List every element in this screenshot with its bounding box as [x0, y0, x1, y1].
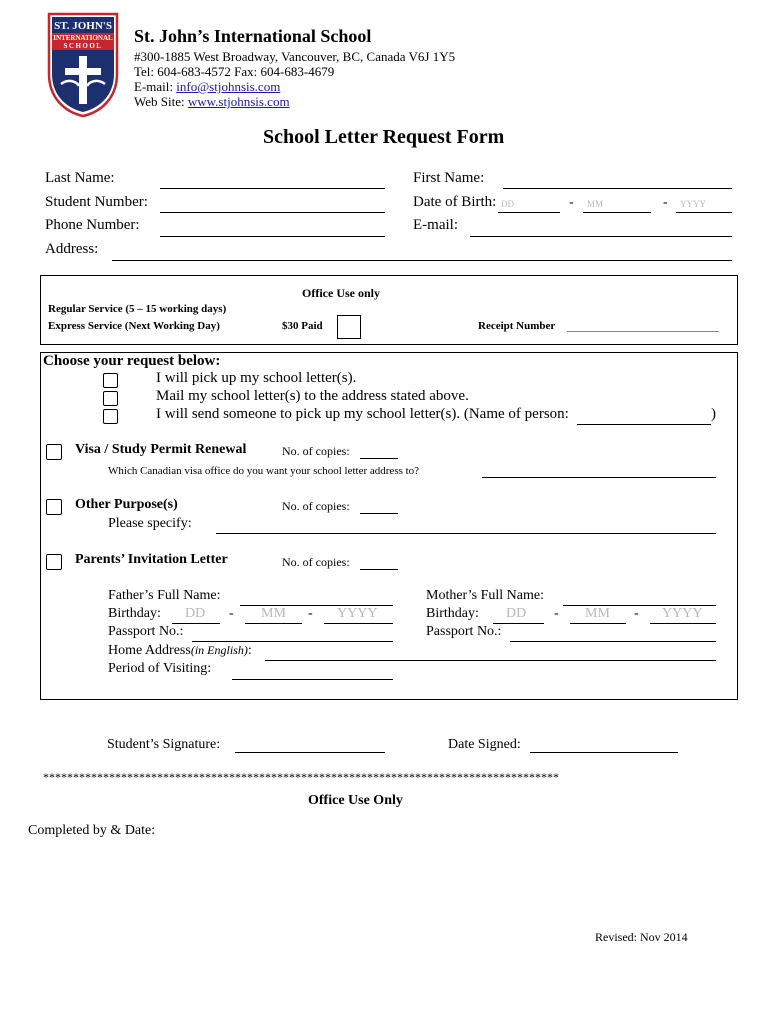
mother-yyyy-placeholder: YYYY	[662, 606, 703, 621]
school-web-row	[134, 94, 290, 110]
dob-dash-1: -	[569, 195, 574, 210]
mother-mm-field[interactable]	[570, 623, 626, 624]
logo-text-2: INTERNATIONAL	[53, 34, 113, 42]
separator: **************************************************************************************	[43, 770, 559, 784]
period-label: Period of Visiting:	[108, 661, 212, 676]
father-mm-field[interactable]	[245, 623, 302, 624]
first-name-field[interactable]	[503, 188, 732, 189]
other-copies-field[interactable]	[360, 513, 398, 514]
school-web-link[interactable]: www.stjohnsis.com	[187, 94, 290, 109]
other-specify-field[interactable]	[216, 533, 716, 534]
other-checkbox[interactable]	[46, 499, 62, 515]
visa-copies-label: No. of copies:	[282, 444, 350, 458]
school-tel-fax: Tel: 604-683-4572 Fax: 604-683-4679	[134, 64, 335, 79]
visa-copies-field[interactable]	[360, 458, 398, 459]
parents-title: Parents’ Invitation Letter	[75, 552, 228, 567]
receipt-number-field[interactable]	[567, 331, 719, 332]
mother-dash-2: -	[634, 606, 639, 621]
student-number-field[interactable]	[160, 212, 385, 213]
mother-birthday-label: Birthday:	[426, 606, 479, 621]
form-title: School Letter Request Form	[263, 126, 505, 148]
web-label: Web Site:	[134, 94, 185, 109]
parents-copies-label: No. of copies:	[282, 555, 350, 569]
paid-checkbox[interactable]	[337, 315, 361, 339]
phone-field[interactable]	[160, 236, 385, 237]
mother-passport-label: Passport No.:	[426, 624, 502, 639]
pickup-checkbox[interactable]	[103, 373, 118, 388]
person-name-field[interactable]	[577, 424, 711, 425]
dob-yyyy-field[interactable]	[676, 212, 732, 213]
mother-yyyy-field[interactable]	[650, 623, 716, 624]
mother-dash-1: -	[554, 606, 559, 621]
school-email-link[interactable]: info@stjohnsis.com	[176, 79, 281, 94]
close-paren: )	[711, 406, 716, 422]
home-address-field[interactable]	[265, 660, 716, 661]
pickup-option: I will pick up my school letter(s).	[156, 370, 357, 386]
student-signature-field[interactable]	[235, 752, 385, 753]
dob-yyyy-placeholder: YYYY	[680, 199, 706, 209]
mother-dd-placeholder: DD	[506, 606, 527, 621]
father-dash-2: -	[308, 606, 313, 621]
email-field-label: E-mail:	[413, 217, 458, 233]
first-name-label: First Name:	[413, 170, 485, 186]
student-signature-label: Student’s Signature:	[107, 737, 221, 752]
mother-passport-field[interactable]	[510, 641, 716, 642]
student-number-label: Student Number:	[45, 194, 148, 210]
school-address: #300-1885 West Broadway, Vancouver, BC, Canada V6J 1Y5	[134, 49, 456, 64]
email-field[interactable]	[470, 236, 732, 237]
paid-label: $30 Paid	[282, 320, 323, 332]
father-passport-field[interactable]	[192, 641, 393, 642]
last-name-label: Last Name:	[45, 170, 115, 186]
dob-dd-placeholder: DD	[501, 199, 514, 209]
dob-label: Date of Birth:	[413, 194, 497, 210]
dob-mm-field[interactable]	[583, 212, 651, 213]
father-yyyy-placeholder: YYYY	[337, 606, 378, 621]
logo-text-1: ST. JOHN'S	[54, 20, 112, 32]
receipt-number-label: Receipt Number	[478, 320, 556, 332]
other-title: Other Purpose(s)	[75, 497, 178, 512]
parents-checkbox[interactable]	[46, 554, 62, 570]
address-label: Address:	[45, 241, 99, 257]
visa-title: Visa / Study Permit Renewal	[75, 442, 247, 457]
father-mm-placeholder: MM	[261, 606, 286, 621]
office-use-only-heading: Office Use Only	[308, 793, 403, 808]
dob-mm-placeholder: MM	[587, 199, 604, 209]
school-name: St. John’s International School	[134, 26, 372, 46]
home-address-text: Home Address	[108, 643, 191, 658]
date-signed-label: Date Signed:	[448, 737, 521, 752]
revised-date: Revised: Nov 2014	[595, 930, 688, 944]
home-address-colon: :	[247, 643, 252, 658]
mother-name-label: Mother’s Full Name:	[426, 588, 544, 603]
logo-text-3: SCHOOL	[63, 42, 103, 50]
visa-checkbox[interactable]	[46, 444, 62, 460]
other-specify-label: Please specify:	[108, 516, 192, 531]
address-field[interactable]	[112, 260, 732, 261]
school-email-row	[134, 79, 280, 95]
period-field[interactable]	[232, 679, 393, 680]
email-label: E-mail:	[134, 79, 173, 94]
in-english-note: (in English)	[190, 643, 248, 657]
father-yyyy-field[interactable]	[324, 623, 393, 624]
regular-service: Regular Service (5 – 15 working days)	[48, 303, 227, 315]
mail-option: Mail my school letter(s) to the address stated above.	[156, 388, 469, 404]
express-service: Express Service (Next Working Day)	[48, 320, 220, 332]
home-address-label	[108, 643, 252, 659]
visa-office-field[interactable]	[482, 477, 716, 478]
mail-checkbox[interactable]	[103, 391, 118, 406]
father-dash-1: -	[229, 606, 234, 621]
parents-copies-field[interactable]	[360, 569, 398, 570]
father-name-label: Father’s Full Name:	[108, 588, 221, 603]
send-someone-option: I will send someone to pick up my school letter(s). (Name of person:	[156, 406, 569, 422]
visa-question: Which Canadian visa office do you want your school letter address to?	[108, 465, 420, 477]
last-name-field[interactable]	[160, 188, 385, 189]
date-signed-field[interactable]	[530, 752, 678, 753]
phone-label: Phone Number:	[45, 217, 140, 233]
dob-dd-field[interactable]	[498, 212, 560, 213]
request-heading: Choose your request below:	[43, 353, 221, 369]
father-birthday-label: Birthday:	[108, 606, 161, 621]
completed-by-label: Completed by & Date:	[28, 823, 156, 838]
office-box-title: Office Use only	[302, 286, 380, 300]
father-dd-placeholder: DD	[185, 606, 206, 621]
school-logo	[47, 12, 119, 118]
other-copies-label: No. of copies:	[282, 499, 350, 513]
father-passport-label: Passport No.:	[108, 624, 184, 639]
send-someone-checkbox[interactable]	[103, 409, 118, 424]
mother-mm-placeholder: MM	[585, 606, 610, 621]
dob-dash-2: -	[663, 195, 668, 210]
